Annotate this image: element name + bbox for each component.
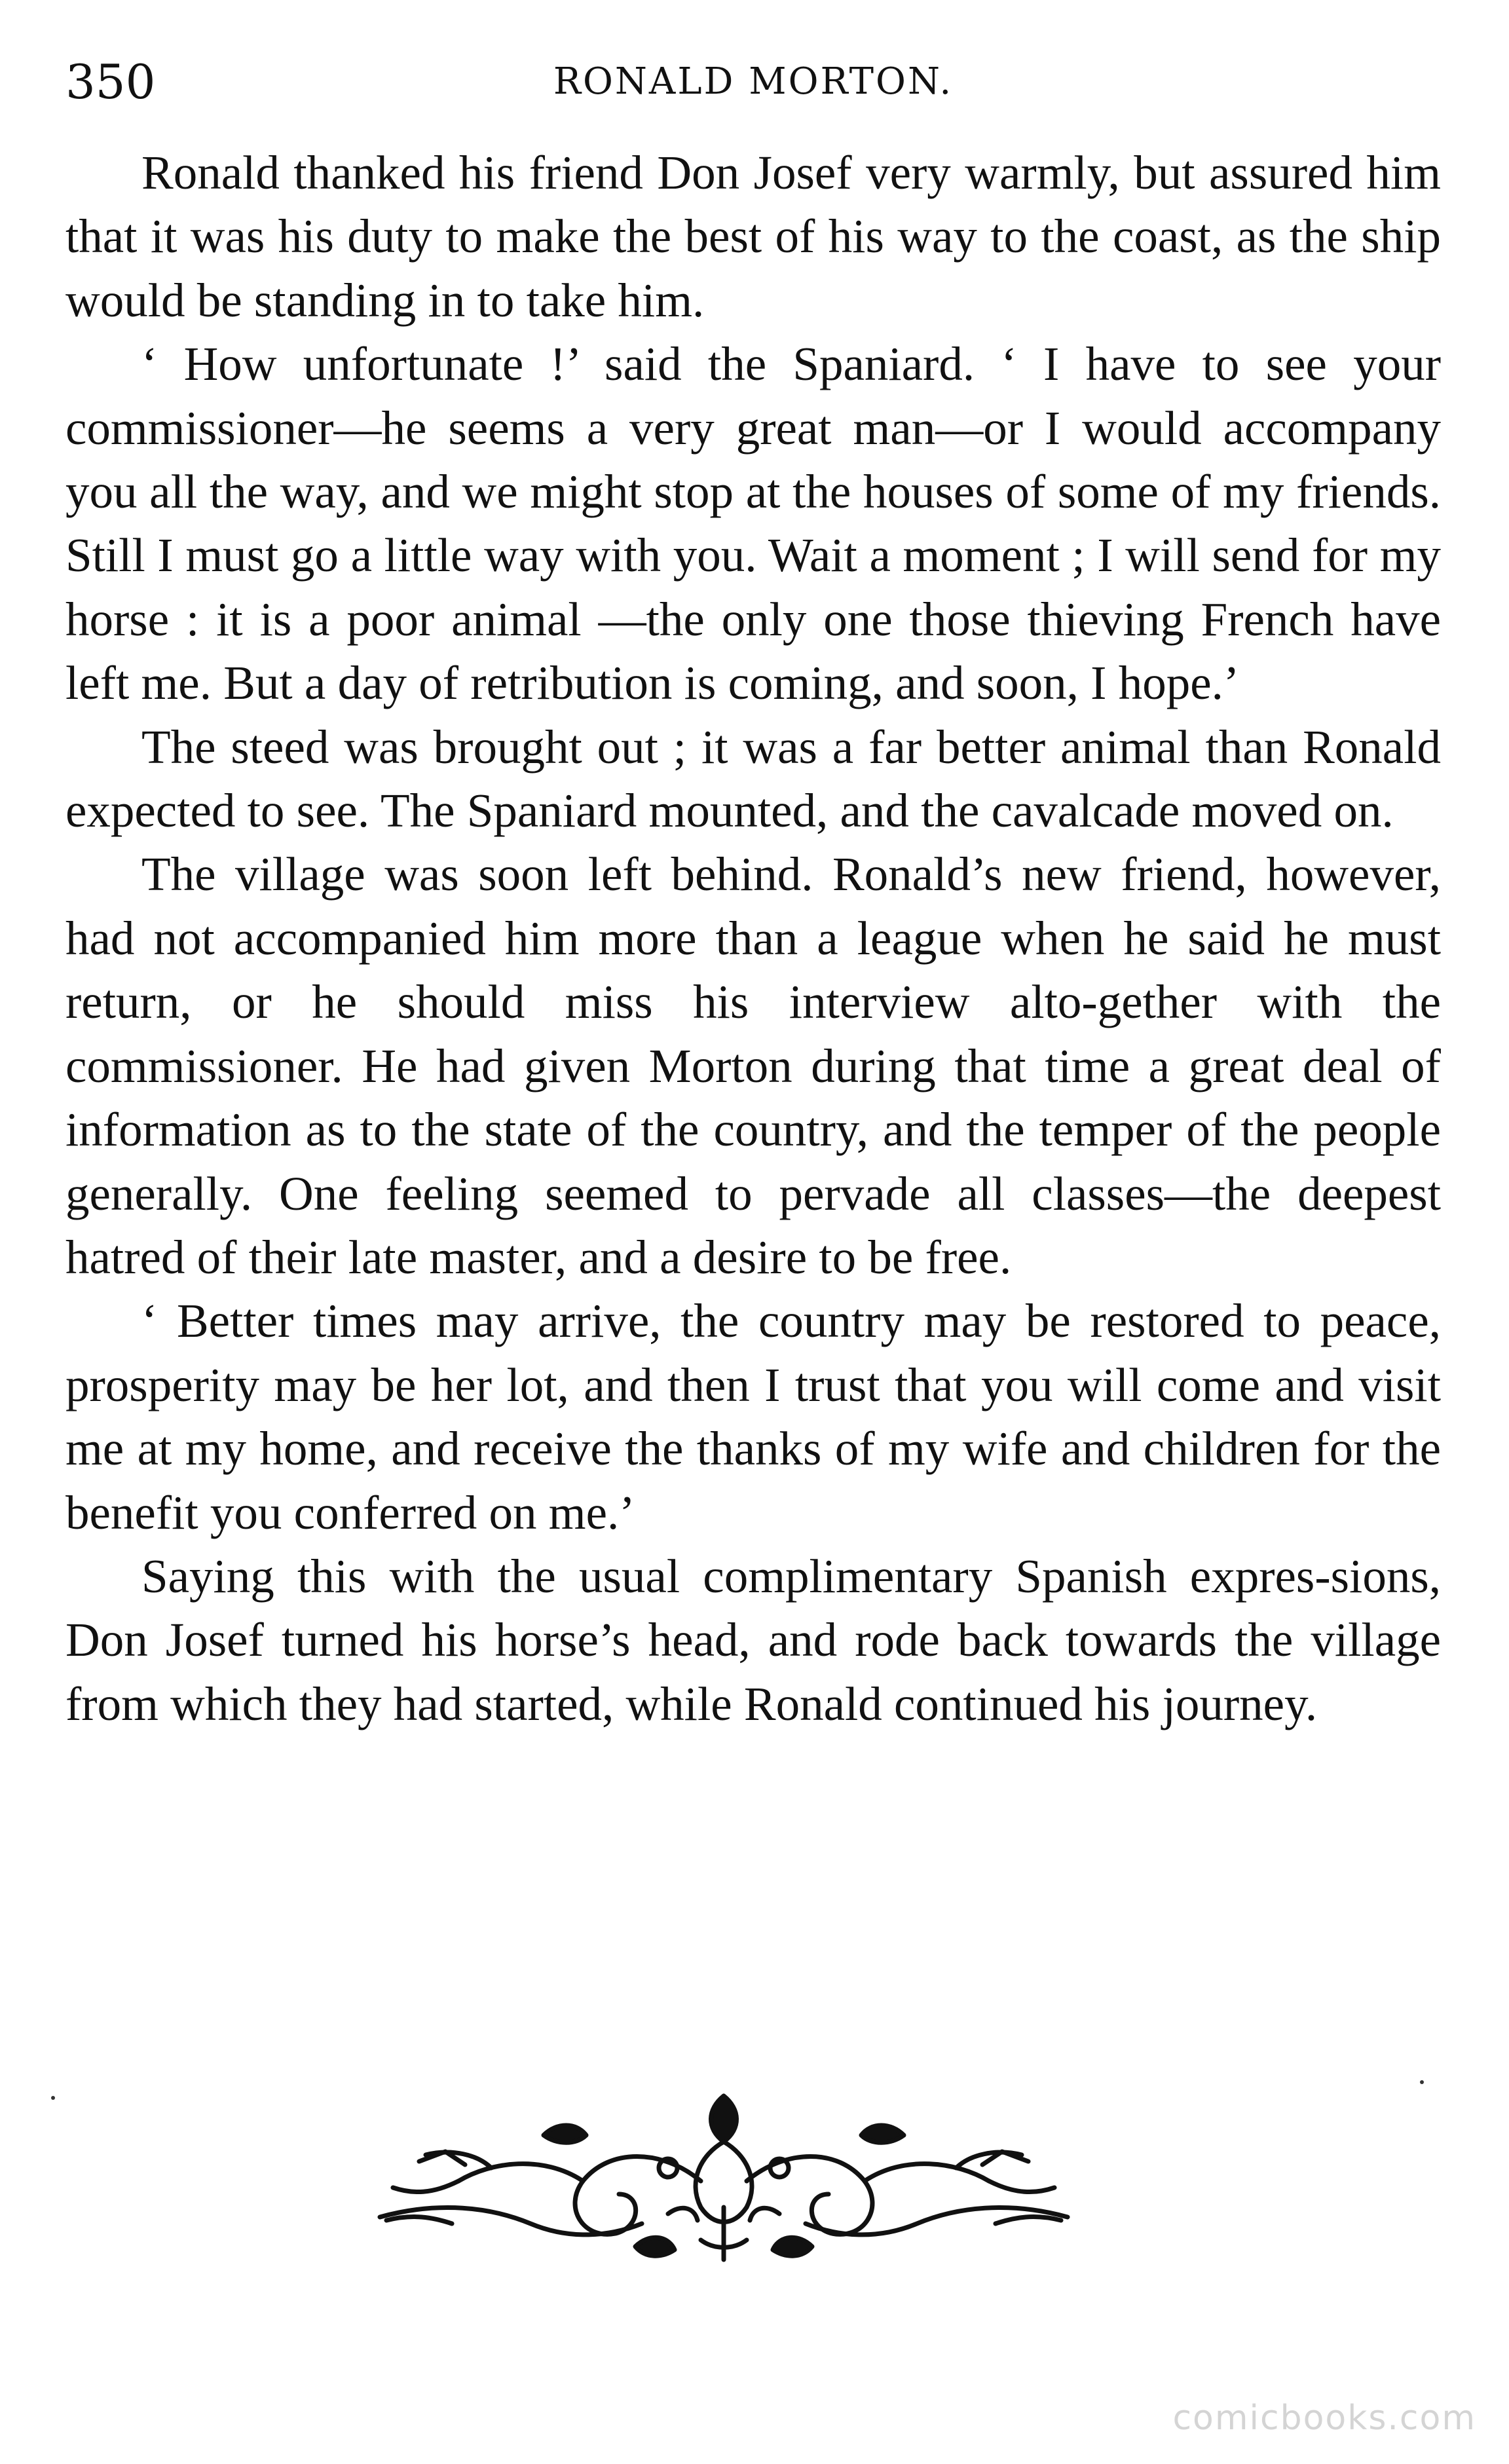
paragraph-5: ‘ Better times may arrive, the country may be restored to peace, prosperity may be her lot, and then I trust that you will come and visit me at my home, and receive the thanks of my wife and children for the benefit you conferred on me.’ [65,1294,1441,1539]
paragraph-4: The village was soon left behind. Ronald’s new friend, however, had not accompanied him more than a league when he said he must return, or he should miss his interview alto-gether with the commissioner. He had given Morton during that time a great deal of information as to the state of the country, and the temper of the people generally. One feeling seemed to pervade all classes—the deepest hatred of their late master, and a desire to be free. [65,848,1441,1284]
paragraph-2: ‘ How unfortunate !’ said the Spaniard. ‘ I have to see your commissioner—he seems a very great man—or I would accompany you all the way, and we might stop at the houses of some of my friends. Still I must go a little way with you. Wait a moment ; I will send for my horse : it is a poor animal —the only one those thieving French have left me. But a day of retribution is coming, and soon, I hope.’ [65,337,1441,710]
body-text [65,141,1441,1736]
paragraph-6: Saying this with the usual complimentary Spanish expres-sions, Don Josef turned his horse’s head, and rode back towards the village from which they had started, while Ronald continued his journey. [65,1549,1441,1730]
print-speck [1420,2080,1424,2084]
paragraph-3: The steed was brought out ; it was a far better animal than Ronald expected to see. The Spaniard mounted, and the cavalcade moved on. [65,720,1441,838]
print-speck [51,2096,55,2100]
page-header [65,46,1441,118]
watermark: comicbooks.com [1172,2399,1476,2438]
running-head: RONALD MORTON. [553,60,954,103]
page-number: 350 [65,54,156,109]
paragraph-1: Ronald thanked his friend Don Josef very warmly, but assured him that it was his duty to make the best of his way to the coast, as the ship would be standing in to take him. [65,146,1441,327]
fleuron-tailpiece-icon [360,2083,1087,2279]
